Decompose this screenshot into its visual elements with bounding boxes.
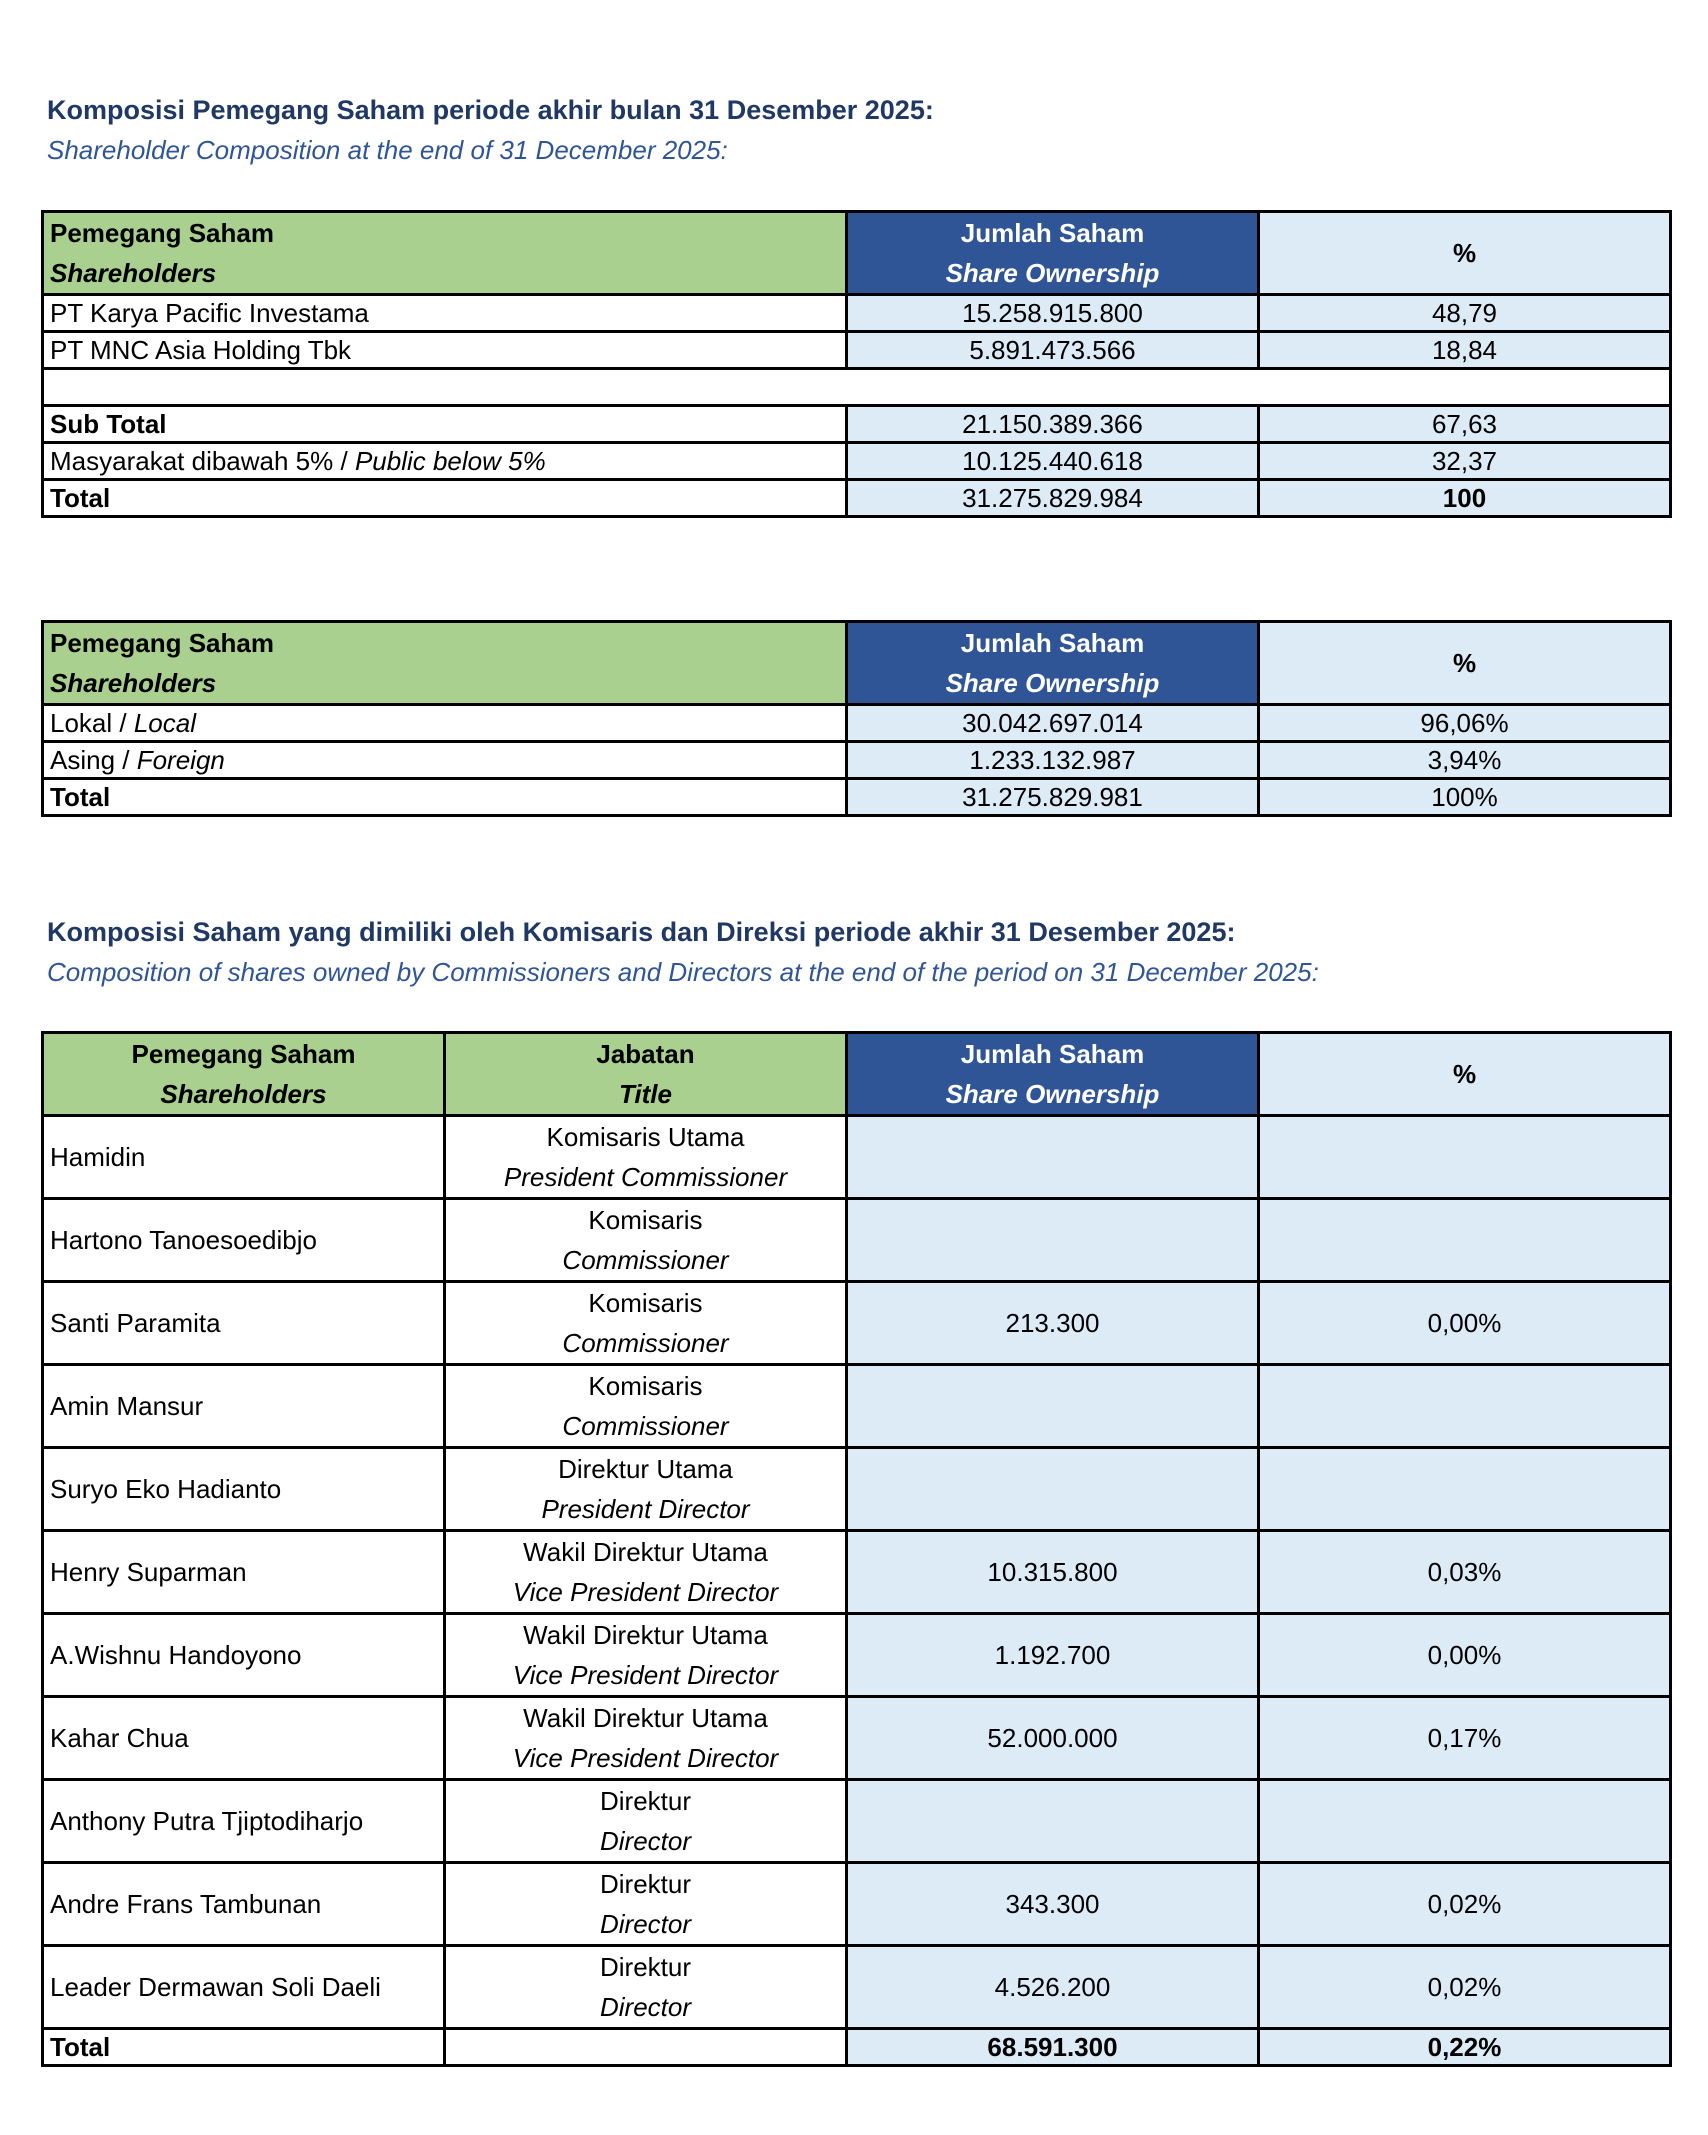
share-count: 5.891.473.566 bbox=[847, 332, 1259, 369]
commissioners-directors-table bbox=[41, 1031, 1672, 2067]
share-percent bbox=[1259, 1116, 1671, 1199]
header-shareholders: Pemegang Saham Shareholders bbox=[43, 1033, 445, 1116]
total-shares: 68.591.300 bbox=[847, 2029, 1259, 2066]
section1-heading bbox=[47, 90, 934, 170]
header-percent: % bbox=[1259, 622, 1671, 705]
total-label: Total bbox=[43, 779, 847, 816]
header-share-ownership: Jumlah Saham Share Ownership bbox=[847, 1033, 1259, 1116]
shareholder-name: PT MNC Asia Holding Tbk bbox=[43, 332, 847, 369]
header-shareholders: Pemegang Saham Shareholders bbox=[43, 212, 847, 295]
total-label: Total bbox=[43, 480, 847, 517]
share-percent: 18,84 bbox=[1259, 332, 1671, 369]
section2-heading bbox=[47, 912, 1319, 992]
person-name: A.Wishnu Handoyono bbox=[43, 1614, 445, 1697]
header-shareholders: Pemegang Saham Shareholders bbox=[43, 622, 847, 705]
person-title: Direktur Director bbox=[445, 1946, 847, 2029]
table-row bbox=[43, 1365, 1671, 1448]
header-share-ownership: Jumlah Saham Share Ownership bbox=[847, 622, 1259, 705]
share-percent: 3,94% bbox=[1259, 742, 1671, 779]
header-title: Jabatan Title bbox=[445, 1033, 847, 1116]
share-count: 10.315.800 bbox=[847, 1531, 1259, 1614]
person-title: Komisaris Commissioner bbox=[445, 1199, 847, 1282]
person-name: Kahar Chua bbox=[43, 1697, 445, 1780]
share-percent bbox=[1259, 1780, 1671, 1863]
share-count: 15.258.915.800 bbox=[847, 295, 1259, 332]
person-name: Santi Paramita bbox=[43, 1282, 445, 1365]
local-foreign-table bbox=[41, 620, 1672, 817]
category-label: Lokal / Local bbox=[43, 705, 847, 742]
table-row bbox=[43, 1863, 1671, 1946]
person-title: Komisaris Commissioner bbox=[445, 1282, 847, 1365]
person-name: Andre Frans Tambunan bbox=[43, 1863, 445, 1946]
person-title: Komisaris Utama President Commissioner bbox=[445, 1116, 847, 1199]
share-count: 1.233.132.987 bbox=[847, 742, 1259, 779]
share-percent bbox=[1259, 1448, 1671, 1531]
share-count bbox=[847, 1365, 1259, 1448]
total-title-empty bbox=[445, 2029, 847, 2066]
header-percent: % bbox=[1259, 212, 1671, 295]
subtotal-percent: 67,63 bbox=[1259, 406, 1671, 443]
subtotal-label: Sub Total bbox=[43, 406, 847, 443]
total-label: Total bbox=[43, 2029, 445, 2066]
total-row bbox=[43, 779, 1671, 816]
table-row bbox=[43, 1199, 1671, 1282]
public-percent: 32,37 bbox=[1259, 443, 1671, 480]
person-name: Suryo Eko Hadianto bbox=[43, 1448, 445, 1531]
shareholder-name: PT Karya Pacific Investama bbox=[43, 295, 847, 332]
table-row bbox=[43, 1614, 1671, 1697]
person-name: Henry Suparman bbox=[43, 1531, 445, 1614]
table-header-row bbox=[43, 622, 1671, 705]
table-row bbox=[43, 1282, 1671, 1365]
share-count: 1.192.700 bbox=[847, 1614, 1259, 1697]
table-row bbox=[43, 1448, 1671, 1531]
person-title: Wakil Direktur Utama Vice President Director bbox=[445, 1531, 847, 1614]
table-row bbox=[43, 705, 1671, 742]
person-title: Wakil Direktur Utama Vice President Director bbox=[445, 1614, 847, 1697]
table-row bbox=[43, 332, 1671, 369]
share-percent: 48,79 bbox=[1259, 295, 1671, 332]
section1-title-en: Shareholder Composition at the end of 31 December 2025: bbox=[47, 135, 728, 165]
table-row bbox=[43, 1780, 1671, 1863]
total-percent: 100 bbox=[1259, 480, 1671, 517]
total-row bbox=[43, 2029, 1671, 2066]
section2-title-en: Composition of shares owned by Commissioners and Directors at the end of the period on 31 December 2025: bbox=[47, 957, 1319, 987]
share-count: 52.000.000 bbox=[847, 1697, 1259, 1780]
share-count: 4.526.200 bbox=[847, 1946, 1259, 2029]
share-count bbox=[847, 1199, 1259, 1282]
header-share-ownership: Jumlah Saham Share Ownership bbox=[847, 212, 1259, 295]
share-percent bbox=[1259, 1199, 1671, 1282]
share-percent: 0,02% bbox=[1259, 1946, 1671, 2029]
share-count bbox=[847, 1448, 1259, 1531]
public-shares: 10.125.440.618 bbox=[847, 443, 1259, 480]
subtotal-row bbox=[43, 406, 1671, 443]
person-title: Direktur Director bbox=[445, 1863, 847, 1946]
table-row bbox=[43, 1531, 1671, 1614]
person-title: Komisaris Commissioner bbox=[445, 1365, 847, 1448]
share-percent bbox=[1259, 1365, 1671, 1448]
table-row bbox=[43, 1946, 1671, 2029]
table-row bbox=[43, 1697, 1671, 1780]
total-shares: 31.275.829.984 bbox=[847, 480, 1259, 517]
category-label: Asing / Foreign bbox=[43, 742, 847, 779]
person-title: Wakil Direktur Utama Vice President Director bbox=[445, 1697, 847, 1780]
subtotal-shares: 21.150.389.366 bbox=[847, 406, 1259, 443]
table-row bbox=[43, 295, 1671, 332]
person-name: Anthony Putra Tjiptodiharjo bbox=[43, 1780, 445, 1863]
total-shares: 31.275.829.981 bbox=[847, 779, 1259, 816]
empty-cell bbox=[43, 369, 1671, 406]
shareholder-composition-table bbox=[41, 210, 1672, 518]
share-count bbox=[847, 1780, 1259, 1863]
person-title: Direktur Director bbox=[445, 1780, 847, 1863]
table-row bbox=[43, 1116, 1671, 1199]
share-count bbox=[847, 1116, 1259, 1199]
section2-title-id: Komposisi Saham yang dimiliki oleh Komisaris dan Direksi periode akhir 31 Desember 2025: bbox=[47, 917, 1236, 947]
share-percent: 0,03% bbox=[1259, 1531, 1671, 1614]
total-row bbox=[43, 480, 1671, 517]
person-name: Hartono Tanoesoedibjo bbox=[43, 1199, 445, 1282]
table-header-row bbox=[43, 1033, 1671, 1116]
share-count: 30.042.697.014 bbox=[847, 705, 1259, 742]
person-title: Direktur Utama President Director bbox=[445, 1448, 847, 1531]
empty-row bbox=[43, 369, 1671, 406]
table-row bbox=[43, 742, 1671, 779]
total-percent: 100% bbox=[1259, 779, 1671, 816]
public-label: Masyarakat dibawah 5% / Public below 5% bbox=[43, 443, 847, 480]
person-name: Hamidin bbox=[43, 1116, 445, 1199]
section1-title-id: Komposisi Pemegang Saham periode akhir bulan 31 Desember 2025: bbox=[47, 95, 934, 125]
share-percent: 0,00% bbox=[1259, 1282, 1671, 1365]
share-percent: 0,02% bbox=[1259, 1863, 1671, 1946]
share-percent: 96,06% bbox=[1259, 705, 1671, 742]
header-percent: % bbox=[1259, 1033, 1671, 1116]
person-name: Leader Dermawan Soli Daeli bbox=[43, 1946, 445, 2029]
share-percent: 0,17% bbox=[1259, 1697, 1671, 1780]
table-header-row bbox=[43, 212, 1671, 295]
total-percent: 0,22% bbox=[1259, 2029, 1671, 2066]
share-count: 343.300 bbox=[847, 1863, 1259, 1946]
public-row bbox=[43, 443, 1671, 480]
share-count: 213.300 bbox=[847, 1282, 1259, 1365]
share-percent: 0,00% bbox=[1259, 1614, 1671, 1697]
person-name: Amin Mansur bbox=[43, 1365, 445, 1448]
